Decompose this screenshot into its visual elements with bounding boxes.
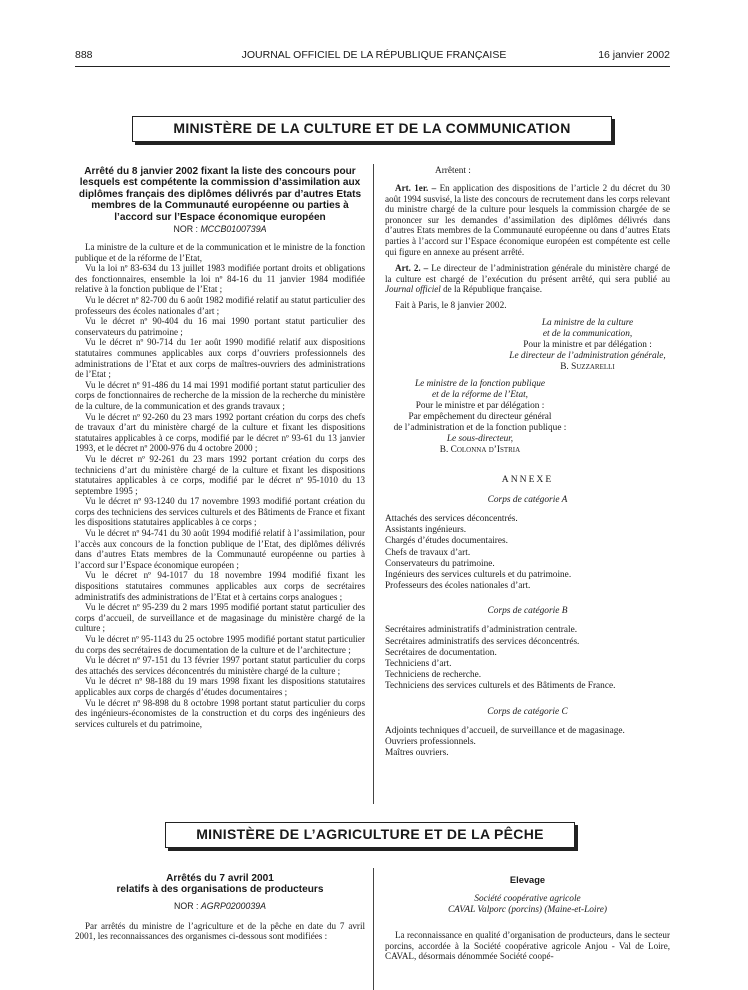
nor-code: MCCB0100739A [200, 224, 267, 235]
annex-list-item: Maîtres ouvriers. [385, 747, 449, 758]
visa-paragraph: Vu le décret nº 82-700 du 6 août 1982 modifié relatif au statut particulier des professeurs des écoles nationales d’art ; [75, 295, 365, 316]
fait-a-paris: Fait à Paris, le 8 janvier 2002. [395, 300, 507, 311]
article-1-label: Art. 1er. – [395, 183, 437, 193]
sig2-name: B. Colonna d’Istria [439, 444, 521, 455]
agri-nor-reference: NOR : AGRP0200039A [174, 900, 266, 911]
sig2-line2: et de la réforme de l’Etat, [431, 389, 529, 400]
visa-paragraph: Vu le décret nº 98-898 du 8 octobre 1998 portant statut particulier du corps des ingénieurs-économistes de la construction et du corps des ingénieurs des services culturels et du patrimoine, [75, 697, 365, 729]
annex-list-item: Professeurs des écoles nationales d’art. [385, 581, 531, 592]
signature-block-culture [385, 318, 670, 373]
ministry-culture-heading: MINISTÈRE DE LA CULTURE ET DE LA COMMUNICATION [132, 116, 612, 142]
header-rule [75, 66, 670, 67]
visa-paragraph: Vu le décret nº 93-1240 du 17 novembre 1993 modifié portant création du corps des techniciens des services culturels et des Bâtiments de France et fixant les dispositions statutaires applicables à ce corps ; [75, 496, 365, 528]
visa-paragraph: Vu le décret nº 95-1143 du 25 octobre 1995 modifié portant statut particulier du corps des secrétaires de documentation de la culture et de l’architecture ; [75, 634, 365, 655]
visa-paragraph: Vu le décret nº 91-486 du 14 mai 1991 modifié portant statut particulier des corps de fonctionnaires de recherche de la mission de la recherche du ministère de la culture, de la communication et des grands travaux ; [75, 379, 365, 411]
annex-list-item: Techniciens des services culturels et des Bâtiments de France. [385, 681, 616, 692]
sig1-name: B. Suzzarelli [560, 361, 615, 372]
article-1-text: En application des dispositions de l’article 2 du décret du 30 août 1994 susvisé, la liste des concours de recrutement dans les corps relevant du ministre chargé de la culture pour lesquels la commission chargée de se prononcer sur les demandes d’assimilation des diplômes délivrés dans d’autres Etats membres de la Communauté européenne ou dans d’autres Etats parties à l’accord sur l’Espace économique européen est compétente est celle qui figure en annexe au présent arrêté. [385, 183, 670, 257]
visa-paragraph: Vu le décret nº 97-151 du 13 février 1997 portant statut particulier du corps des attachés des services déconcentrés du ministère chargé de la culture ; [75, 655, 365, 676]
caval-subtitle: CAVAL Valporc (porcins) (Maine-et-Loire) [447, 905, 608, 915]
elevage-heading: Elevage [509, 875, 546, 885]
visa-paragraph: Vu le décret nº 94-1017 du 18 novembre 1994 modifié fixant les dispositions statutaires communes applicables aux corps de secrétaires administratifs des administrations de l’Etat et à certains corps analogues ; [75, 570, 365, 602]
journal-officiel-ref: Journal officiel [385, 284, 441, 295]
preamble-paragraph: La ministre de la culture et de la communication et le ministre de la fonction publique et de la réforme de l’Etat, [75, 242, 365, 263]
annex-list-item: Secrétaires administratifs d’administration centrale. [385, 625, 578, 636]
visa-paragraph: Vu le décret nº 98-188 du 19 mars 1998 fixant les dispositions statutaires applicables aux corps de chargés d’études documentaires ; [75, 676, 365, 697]
visa-paragraph: Vu la loi nº 83-634 du 13 juillet 1983 modifiée portant droits et obligations des fonctionnaires, ensemble la loi nº 84-16 du 11 janvier 1984 modifiée relative à la fonction publique de l’Etat ; [75, 263, 365, 295]
signature-block-fonction-publique [385, 379, 575, 456]
header-date: 16 janvier 2002 [598, 49, 670, 61]
annex-list-item: Techniciens d’art. [385, 658, 452, 669]
annex-list-item: Secrétaires administratifs des services déconcentrés. [385, 636, 580, 647]
page-number: 888 [75, 49, 93, 61]
annex-list-item: Chefs de travaux d’art. [385, 547, 471, 558]
journal-title: JOURNAL OFFICIEL DE LA RÉPUBLIQUE FRANÇAISE [241, 49, 507, 61]
article-2-label: Art. 2. – [395, 263, 429, 274]
visa-paragraph: Vu le décret nº 95-239 du 2 mars 1995 modifié portant statut particulier des corps d’accueil, de surveillance et de magasinage du ministère chargé de la culture ; [75, 602, 365, 634]
nor-prefix: NOR : [173, 224, 201, 235]
annexe-heading: ANNEXE [501, 473, 554, 485]
ministry-agriculture-heading: MINISTÈRE DE L’AGRICULTURE ET DE LA PÊCHE [165, 822, 575, 848]
category-a-list [385, 514, 670, 592]
annex-list-item: Adjoints techniques d’accueil, de surveillance et de magasinage. [385, 725, 625, 736]
sig2-line1: Le ministre de la fonction publique [414, 378, 546, 389]
agri-intro-paragraph: Par arrêtés du ministre de l’agriculture et de la pêche en date du 7 avril 2001, les reconnaissances des organismes ci-dessous sont modifiées : [75, 920, 365, 942]
bottom-left-column [75, 873, 365, 942]
visa-paragraph: Vu le décret nº 90-404 du 16 mai 1990 portant statut particulier des conservateurs du patrimoine ; [75, 316, 365, 337]
annex-list-item: Conservateurs du patrimoine. [385, 558, 495, 569]
sig2-line3: Pour le ministre et par délégation : [415, 400, 545, 411]
nor-reference [75, 224, 365, 234]
category-a-heading: Corps de catégorie A [487, 494, 568, 505]
category-b-list [385, 625, 670, 692]
sig1-line4: Le directeur de l’administration générale, [509, 350, 666, 361]
visa-paragraph: Vu le décret nº 94-741 du 30 août 1994 modifié relatif à l’assimilation, pour l’accès aux concours de la fonction publique de l’Etat, des diplômes délivrés dans d’autres Etats membres de la Communauté européenne ou parties à l’accord sur l’Espace économique européen ; [75, 528, 365, 570]
cooperative-subtitle: Société coopérative agricole [474, 894, 581, 904]
annex-list-item: Attachés des services déconcentrés. [385, 513, 518, 524]
agri-decree-title: Arrêtés du 7 avril 2001 relatifs à des organisations de producteurs [116, 873, 324, 896]
annex-list-item: Chargés d’études documentaires. [385, 536, 508, 547]
right-column [385, 166, 670, 759]
annex-list-item: Techniciens de recherche. [385, 670, 482, 681]
article-2 [385, 263, 670, 295]
annex-list-item: Assistants ingénieurs. [385, 525, 467, 536]
caval-paragraph: La reconnaissance en qualité d’organisation de producteurs, dans le secteur porcins, accordée à la Société coopérative agricole Anjou - Val de Loire, CAVAL, désormais dénommée Société coopé- [385, 930, 670, 962]
sig1-line1: La ministre de la culture [541, 317, 634, 328]
sig2-line5: de l’administration et de la fonction publique : [393, 422, 567, 433]
visa-paragraph: Vu le décret nº 90-714 du 1er août 1990 modifié relatif aux dispositions statutaires communes applicables aux corps d’ouvriers professionnels des administrations de l’Etat et aux corps de maîtres-ouvriers des administrations de l’Etat ; [75, 337, 365, 380]
column-divider-top [373, 164, 374, 804]
annex-list-item: Ouvriers professionnels. [385, 736, 476, 747]
decree-visas [75, 242, 365, 729]
article-1 [385, 183, 670, 257]
left-column [75, 166, 365, 729]
category-b-heading: Corps de catégorie B [487, 606, 568, 617]
annex-list-item: Secrétaires de documentation. [385, 647, 497, 658]
category-c-heading: Corps de catégorie C [487, 706, 568, 717]
sig2-line6: Le sous-directeur, [446, 433, 514, 444]
column-divider-bottom [373, 868, 374, 990]
decree-title: Arrêté du 8 janvier 2002 fixant la liste des concours pour lesquels est compétente la commission d’assimilation aux diplômes français des diplômes délivrés par d’autres Etats membres de la Communauté européenne ou parties à l’accord sur l’Espace économique européen [78, 166, 362, 223]
visa-paragraph: Vu le décret nº 92-260 du 23 mars 1992 portant création du corps des chefs de travaux d’art du ministère chargé de la culture et fixant les dispositions statutaires applicables à ce corps, modifié par le décret nº 93-61 du 13 janvier 1993, et le décret nº 2000-976 du 4 octobre 2000 ; [75, 411, 365, 454]
sig1-line3: Pour la ministre et par délégation : [523, 339, 652, 350]
category-c-list [385, 726, 670, 760]
visa-paragraph: Vu le décret nº 92-261 du 23 mars 1992 portant création du corps des techniciens d’art du ministère chargé de la culture et fixant les dispositions statutaires applicables à ce corps, modifié par le décret nº 95-1010 du 13 septembre 1995 ; [75, 453, 365, 496]
article-2-text-a: Le directeur de l’administration générale du ministère chargé de la culture est chargé de l’exécution du présent arrêté, qui sera publié au [385, 263, 670, 284]
annex-list-item: Ingénieurs des services culturels et du patrimoine. [385, 569, 572, 580]
bottom-right-column [385, 875, 670, 962]
arretent-label: Arrêtent : [435, 166, 471, 176]
sig1-line2: et de la communication, [542, 328, 633, 339]
article-2-text-b: de la République française. [440, 284, 543, 295]
sig2-line4: Par empêchement du directeur général [408, 411, 552, 422]
